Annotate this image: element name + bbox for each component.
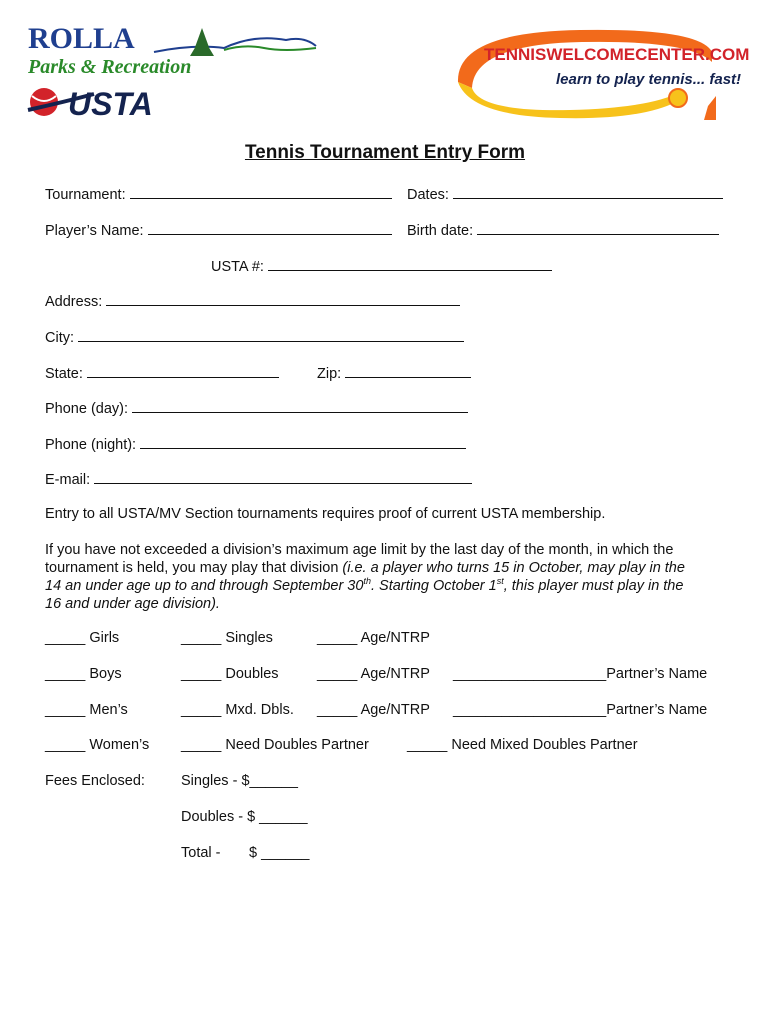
- need-doubles-partner-option[interactable]: [181, 737, 369, 753]
- need-doubles-blank[interactable]: _____: [181, 737, 222, 753]
- age-rule-example: 14 an under age up to and through September 30: [45, 578, 364, 594]
- phone-night-label: Phone (night):: [45, 437, 137, 453]
- address-line[interactable]: [106, 291, 460, 306]
- age-rule-line-2: [45, 559, 735, 577]
- mens-option[interactable]: [45, 702, 128, 718]
- partner-name-field-2[interactable]: [453, 702, 707, 718]
- partner-name-blank[interactable]: ___________________: [453, 702, 607, 718]
- age-rule-line-4: [45, 595, 735, 613]
- age-ntrp-option-2[interactable]: [317, 666, 430, 682]
- fees-label: Fees Enclosed:: [45, 773, 145, 789]
- mixed-doubles-option[interactable]: [181, 702, 294, 718]
- phone-day-field[interactable]: [45, 398, 468, 417]
- partner-name-label: Partner’s Name: [606, 702, 708, 718]
- dates-label: Dates:: [407, 187, 449, 203]
- age-ntrp-option-3[interactable]: [317, 702, 430, 718]
- email-label: E-mail:: [45, 472, 91, 488]
- usta-logo-text: USTA: [68, 86, 153, 122]
- city-line[interactable]: [78, 327, 464, 342]
- dates-field[interactable]: [407, 184, 723, 203]
- player-name-field[interactable]: [45, 220, 392, 239]
- tournament-line[interactable]: [130, 184, 392, 199]
- twc-logo-text: TENNISWELCOMECENTER.COM: [484, 45, 750, 64]
- phone-day-label: Phone (day):: [45, 401, 129, 417]
- birth-date-field[interactable]: [407, 220, 719, 239]
- mens-label: Men’s: [89, 702, 128, 718]
- age-ntrp-blank[interactable]: _____: [317, 702, 358, 718]
- dates-line[interactable]: [453, 184, 723, 199]
- womens-option[interactable]: [45, 737, 149, 753]
- superscript-th: th: [363, 576, 371, 587]
- phone-night-field[interactable]: [45, 434, 466, 453]
- address-label: Address:: [45, 294, 103, 310]
- mens-blank[interactable]: _____: [45, 702, 86, 718]
- age-ntrp-option-1[interactable]: [317, 630, 430, 646]
- mixed-doubles-label: Mxd. Dbls.: [225, 702, 294, 718]
- age-ntrp-blank[interactable]: _____: [317, 630, 358, 646]
- membership-note: Entry to all USTA/MV Section tournaments requires proof of current USTA membership.: [45, 506, 606, 522]
- age-rule-line-1: If you have not exceeded a division’s maximum age limit by the last day of the month, in which the: [45, 542, 674, 558]
- doubles-fee-field[interactable]: Doubles - $ ______: [181, 809, 308, 825]
- age-ntrp-label: Age/NTRP: [360, 702, 430, 718]
- age-rule-example: , this player must play in the: [503, 578, 684, 594]
- city-label: City:: [45, 330, 74, 346]
- doubles-label: Doubles: [225, 666, 279, 682]
- rolla-logo-text: ROLLA: [28, 22, 135, 55]
- superscript-st: st: [496, 576, 504, 587]
- doubles-blank[interactable]: _____: [181, 666, 222, 682]
- boys-option[interactable]: [45, 666, 122, 682]
- form-title: Tennis Tournament Entry Form: [244, 142, 526, 163]
- singles-option[interactable]: [181, 630, 273, 646]
- zip-label: Zip:: [317, 366, 342, 382]
- tournament-label: Tournament:: [45, 187, 126, 203]
- rolla-logo-subtitle: Parks & Recreation: [28, 56, 192, 78]
- birth-date-line[interactable]: [477, 220, 719, 235]
- need-mixed-partner-option[interactable]: [407, 737, 638, 753]
- birth-date-label: Birth date:: [407, 223, 474, 239]
- tennis-ball-icon: [669, 89, 687, 107]
- singles-blank[interactable]: _____: [181, 630, 222, 646]
- state-label: State:: [45, 366, 83, 382]
- singles-fee-field[interactable]: Singles - $______: [181, 773, 298, 789]
- age-ntrp-label: Age/NTRP: [360, 666, 430, 682]
- usta-number-line[interactable]: [268, 256, 552, 271]
- total-fee-label: Total -: [181, 845, 221, 861]
- doubles-option[interactable]: [181, 666, 279, 682]
- usta-logo: [24, 84, 224, 120]
- age-rule-example: 16 and under age division).: [45, 596, 220, 612]
- girls-label: Girls: [89, 630, 120, 646]
- zip-line[interactable]: [345, 363, 471, 378]
- player-name-line[interactable]: [148, 220, 392, 235]
- singles-label: Singles: [225, 630, 273, 646]
- mixed-doubles-blank[interactable]: _____: [181, 702, 222, 718]
- tournament-field[interactable]: [45, 184, 392, 203]
- need-mixed-label: Need Mixed Doubles Partner: [451, 737, 638, 753]
- need-mixed-blank[interactable]: _____: [407, 737, 448, 753]
- phone-day-line[interactable]: [132, 398, 468, 413]
- player-name-label: Player’s Name:: [45, 223, 144, 239]
- age-rule-paragraph: [45, 541, 735, 613]
- partner-name-label: Partner’s Name: [606, 666, 708, 682]
- twc-tagline: learn to play tennis... fast!: [556, 71, 742, 88]
- usta-number-label: USTA #:: [211, 259, 264, 275]
- age-ntrp-blank[interactable]: _____: [317, 666, 358, 682]
- email-field[interactable]: [45, 469, 472, 488]
- age-rule-example: (i.e. a player who turns 15 in October, may play in the: [342, 560, 685, 576]
- email-line[interactable]: [94, 469, 472, 484]
- usta-number-field[interactable]: [211, 256, 552, 275]
- womens-blank[interactable]: _____: [45, 737, 86, 753]
- address-field[interactable]: [45, 291, 460, 310]
- state-field[interactable]: [45, 363, 279, 382]
- age-rule-line-3: [45, 577, 735, 595]
- womens-label: Women’s: [89, 737, 150, 753]
- state-line[interactable]: [87, 363, 279, 378]
- rolla-parks-logo: [24, 22, 324, 82]
- need-doubles-label: Need Doubles Partner: [225, 737, 369, 753]
- tennis-welcome-center-logo: [450, 22, 750, 120]
- partner-name-blank[interactable]: ___________________: [453, 666, 607, 682]
- age-rule-example: . Starting October 1: [370, 578, 497, 594]
- girls-option[interactable]: [45, 630, 119, 646]
- zip-field[interactable]: [317, 363, 471, 382]
- age-ntrp-label: Age/NTRP: [360, 630, 430, 646]
- total-fee-field[interactable]: $ ______: [249, 845, 310, 861]
- partner-name-field-1[interactable]: [453, 666, 707, 682]
- pine-tree-icon: [190, 28, 214, 56]
- boys-label: Boys: [89, 666, 122, 682]
- boys-blank[interactable]: _____: [45, 666, 86, 682]
- age-rule-text: tournament is held, you may play that division: [45, 560, 343, 576]
- city-field[interactable]: [45, 327, 464, 346]
- girls-blank[interactable]: _____: [45, 630, 86, 646]
- phone-night-line[interactable]: [140, 434, 466, 449]
